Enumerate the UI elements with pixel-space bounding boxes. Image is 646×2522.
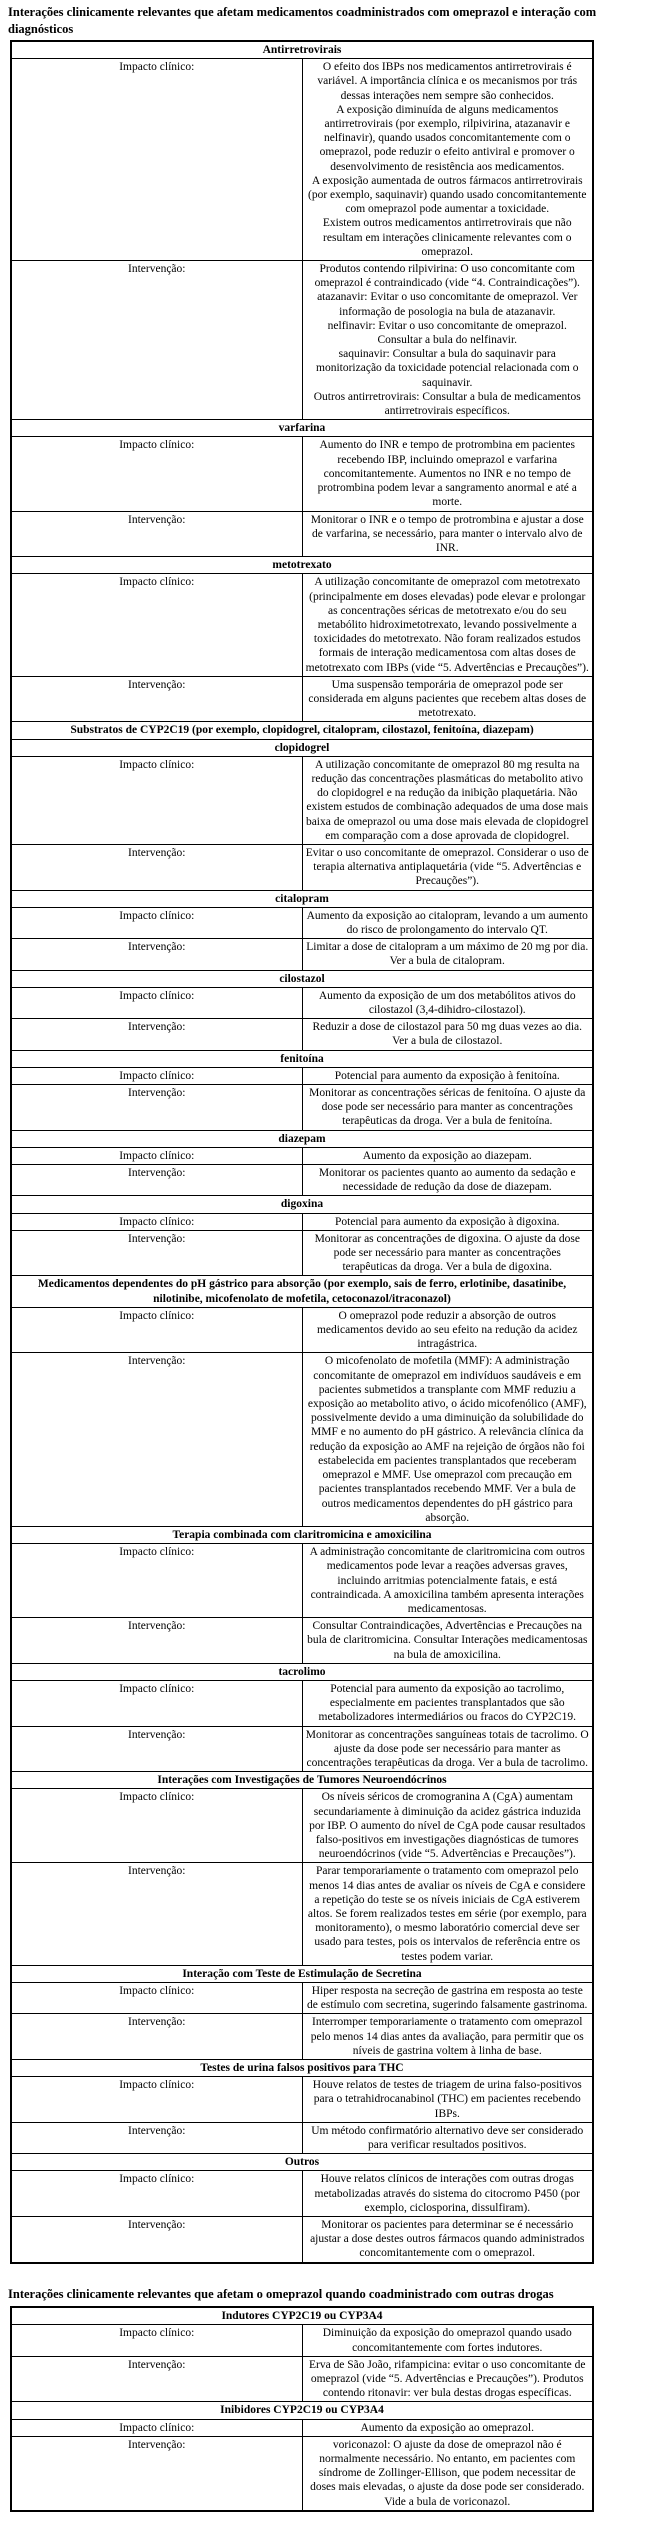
paragraph: Limitar a dose de citalopram a um máximo de 20 mg por dia. Ver a bula de citalopram. <box>306 941 589 968</box>
interactions-affecting-coadministered-drugs <box>10 40 594 2264</box>
row-content <box>302 1067 593 1084</box>
row-label: Impacto clínico: <box>11 437 302 511</box>
interactions-affecting-omeprazole <box>10 2306 594 2512</box>
paragraph: Aumento da exposição de um dos metabólitos ativos do cilostazol (3,4-dihidro-cilostazol). <box>318 989 576 1016</box>
table-row <box>11 2419 593 2436</box>
row-content <box>302 756 593 844</box>
table-row <box>11 1067 593 1084</box>
section-header-row <box>11 2154 593 2171</box>
paragraph: Monitorar os pacientes para determinar se é necessário ajustar a dose destes outros fármacos quando administrados concomitantemente com o omeprazol. <box>310 2219 585 2260</box>
table-row <box>11 261 593 420</box>
row-label: Impacto clínico: <box>11 59 302 261</box>
row-content <box>302 511 593 557</box>
paragraph: Os níveis séricos de cromogranina A (CgA) aumentam secundariamente à diminuição da acidez gástrica induzida por IBP. O aumento do nível de CgA pode causar resultados falso-positivos em investigações diagnósticas de tumores neuroendócrinos (vide “5. Advertências e Precauções”). <box>309 1791 586 1861</box>
paragraph: A utilização concomitante de omeprazol com metotrexato (principalmente em doses elevadas) pode elevar e prolongar as concentrações séricas de metotrexato e/ou do seu metabólito hidroximetotrexato, levando possivelmente a toxicidades do metotrexato. Não foram realizados estudos formais de interação medicamentosa com altas doses de metotrexato com IBPs (vide “5. Advertências e Precauções”). <box>305 576 589 674</box>
section-header: digoxina <box>11 1196 593 1213</box>
row-content <box>302 1165 593 1196</box>
section-header: clopidogrel <box>11 739 593 756</box>
table-row <box>11 1983 593 2014</box>
row-label: Impacto clínico: <box>11 1544 302 1618</box>
section-header-row <box>11 1663 593 1680</box>
table-row <box>11 1726 593 1772</box>
table-row <box>11 511 593 557</box>
row-content <box>302 2217 593 2263</box>
paragraph: Monitorar as concentrações de digoxina. O ajuste da dose pode ser necessário para manter as concentrações terapêuticas da droga. Ver a bula de digoxina. <box>314 1232 580 1274</box>
table-row <box>11 2325 593 2356</box>
row-content <box>302 1618 593 1664</box>
paragraph: Uma suspensão temporária de omeprazol pode ser considerada em alguns pacientes que recebem altas doses de metotrexato. <box>308 678 587 720</box>
paragraph: Consultar Contraindicações, Advertências e Precauções na bula de claritromicina. Consultar Interações medicamentosas na bula de amoxicilina. <box>307 1620 588 1661</box>
paragraph: Interromper temporariamente o tratamento com omeprazol pelo menos 14 dias antes da avaliação, para permitir que os níveis de gastrina voltem à linha de base. <box>310 2016 584 2057</box>
row-label: Intervenção: <box>11 2436 302 2511</box>
row-label: Impacto clínico: <box>11 2171 302 2217</box>
row-content <box>302 2171 593 2217</box>
table-row <box>11 1789 593 1863</box>
row-content <box>302 1863 593 1965</box>
paragraph: Existem outros medicamentos antirretrovirais que não resultam em interações clinicamente relevantes com o omeprazol. <box>322 217 572 258</box>
paragraph: Monitorar o INR e o tempo de protrombina e ajustar a dose de varfarina, se necessário, para manter o intervalo alvo de INR. <box>310 513 584 554</box>
table-row <box>11 1230 593 1276</box>
row-label: Impacto clínico: <box>11 907 302 938</box>
row-content <box>302 1307 593 1353</box>
paragraph: Hiper resposta na secreção de gastrina em resposta ao teste de estímulo com secretina, sugerindo falsamente gastrinoma. <box>307 1985 588 2012</box>
table-row <box>11 437 593 511</box>
row-content <box>302 59 593 261</box>
section-header: citalopram <box>11 890 593 907</box>
section-header: Interações com Investigações de Tumores Neuroendócrinos <box>11 1772 593 1789</box>
paragraph: Reduzir a dose de cilostazol para 50 mg duas vezes ao dia. Ver a bula de cilostazol. <box>312 1021 582 1048</box>
section-header-row <box>11 2402 593 2419</box>
row-label: Impacto clínico: <box>11 1147 302 1164</box>
row-label: Intervenção: <box>11 2122 302 2153</box>
table-row <box>11 2171 593 2217</box>
row-label: Impacto clínico: <box>11 756 302 844</box>
row-content <box>302 1230 593 1276</box>
row-label: Impacto clínico: <box>11 1983 302 2014</box>
section-header: varfarina <box>11 420 593 437</box>
table-row <box>11 1544 593 1618</box>
section-header-row <box>11 1196 593 1213</box>
section-header-row <box>11 739 593 756</box>
table-row <box>11 2077 593 2123</box>
paragraph: saquinavir: Consultar a bula do saquinavir para monitorização da toxicidade potencial relacionada com o saquinavir. <box>316 348 579 389</box>
table-coadministered-container <box>8 40 638 2264</box>
table-row <box>11 1863 593 1965</box>
row-content <box>302 987 593 1018</box>
row-label: Impacto clínico: <box>11 1213 302 1230</box>
row-content <box>302 2325 593 2356</box>
section-header-row <box>11 722 593 739</box>
paragraph: A administração concomitante de claritromicina com outros medicamentos pode levar a reações adversas graves, incluindo arritmias potencialmente fatais, e está contraindicada. A amoxicilina também apresenta interações medicamentosas. <box>309 1546 585 1615</box>
row-content <box>302 676 593 722</box>
table-row <box>11 844 593 890</box>
section-header-row <box>11 2307 593 2325</box>
section-header: fenitoína <box>11 1050 593 1067</box>
row-label: Intervenção: <box>11 1863 302 1965</box>
paragraph: Evitar o uso concomitante de omeprazol. Considerar o uso de terapia alternativa antiplaquetária (vide “5. Advertências e Precauções”). <box>305 846 589 888</box>
row-label: Intervenção: <box>11 2217 302 2263</box>
paragraph: Potencial para aumento da exposição ao tacrolimo, especialmente em pacientes transplantados que são metabolizadores intermediários ou fracos do CYP2C19. <box>318 1682 576 1724</box>
section-header: Indutores CYP2C19 ou CYP3A4 <box>11 2307 593 2325</box>
table-row <box>11 2122 593 2153</box>
section-header: cilostazol <box>11 970 593 987</box>
paragraph: Aumento da exposição ao citalopram, levando a um aumento do risco de prolongamento do intervalo QT. <box>306 909 588 936</box>
paragraph: Parar temporariamente o tratamento com omeprazol pelo menos 14 dias antes de avaliar os níveis de CgA e considere a repetição do teste se os níveis iniciais de CgA estiverem altos. Se forem realizados testes em série (por exemplo, para monitoramento), o mesmo laboratório comercial deve ser usado para testes, pois os intervalos de referência entre os testes podem variar. <box>307 1865 587 1963</box>
table-omeprazole-container <box>8 2306 638 2512</box>
row-content <box>302 1353 593 1526</box>
row-content <box>302 939 593 970</box>
row-label: Intervenção: <box>11 1353 302 1526</box>
section-header: Outros <box>11 2154 593 2171</box>
paragraph: A utilização concomitante de omeprazol 80 mg resulta na redução das concentrações plasmáticas do metabolito ativo do clopidogrel e na redução da inibição plaquetária. Não existem estudos de combinação adequados de uma dose mais baixa de omeprazol ou uma dose mais elevada de clopidogrel em comparação com a dose aprovada de clopidogrel. <box>305 758 589 842</box>
row-label: Intervenção: <box>11 511 302 557</box>
row-content <box>302 1726 593 1772</box>
paragraph: nelfinavir: Evitar o uso concomitante de omeprazol. <box>327 319 567 332</box>
paragraph: O micofenolato de mofetila (MMF): A administração concomitante de omeprazol em indivíduos saudáveis e em pacientes submetidos a transplante com MMF reduziu a exposição ao metabolito ativo, o ácido micofenólico (AMF), possivelmente devido a uma diminuição da solubilidade do MMF e no aumento do pH gástrico. A relevância clínica da redução da exposição ao AMF na rejeição de órgãos não foi estabelecida em pacientes transplantados que receberam omeprazol e MMF. Use omeprazol com precaução em pacientes transplantados recebendo MMF. Ver a bula de outros medicamentos dependentes do pH gástrico para absorção. <box>307 1355 587 1524</box>
row-content <box>302 2077 593 2123</box>
section-header: diazepam <box>11 1130 593 1147</box>
section-header: Testes de urina falsos positivos para THC <box>11 2060 593 2077</box>
section-header: Terapia combinada com claritromicina e amoxicilina <box>11 1526 593 1543</box>
row-content <box>302 2122 593 2153</box>
paragraph: Um método confirmatório alternativo deve ser considerado para verificar resultados positivos. <box>311 2124 584 2152</box>
table-row <box>11 907 593 938</box>
row-label: Impacto clínico: <box>11 1789 302 1863</box>
row-label: Impacto clínico: <box>11 1067 302 1084</box>
section-header-row <box>11 557 593 574</box>
section-header-row <box>11 1772 593 1789</box>
row-label: Intervenção: <box>11 844 302 890</box>
row-content <box>302 2436 593 2511</box>
row-content <box>302 2356 593 2402</box>
table-row <box>11 676 593 722</box>
paragraph: Outros antirretrovirais: Consultar a bula de medicamentos antirretrovirais específicos. <box>313 390 581 418</box>
paragraph: atazanavir: Evitar o uso concomitante de omeprazol. Ver informação de posologia na bula de atazanavir. <box>317 291 578 318</box>
paragraph: Erva de São João, rifampicina: evitar o uso concomitante de omeprazol (vide “5. Advertências e Precauções”). Produtos contendo ritonavir: ver bula destas drogas específicas. <box>308 2358 586 2400</box>
table-row <box>11 2436 593 2511</box>
row-content <box>302 1680 593 1726</box>
paragraph: Houve relatos clínicos de interações com outras drogas metabolizadas através do sistema do citocromo P450 (por exemplo, ciclosporina, dissulfiram). <box>314 2173 580 2214</box>
paragraph: Potencial para aumento da exposição à digoxina. <box>335 1215 560 1228</box>
table-row <box>11 59 593 261</box>
row-content <box>302 907 593 938</box>
paragraph: Monitorar as concentrações séricas de fenitoína. O ajuste da dose pode ser necessário para manter as concentrações terapêuticas da droga. Ver a bula de fenitoína. <box>309 1087 586 1128</box>
table-row <box>11 1085 593 1131</box>
row-label: Impacto clínico: <box>11 2325 302 2356</box>
section-header-row <box>11 890 593 907</box>
row-content <box>302 2014 593 2060</box>
section-header-row <box>11 41 593 59</box>
paragraph: Potencial para aumento da exposição à fenitoína. <box>334 1069 560 1082</box>
row-content <box>302 1544 593 1618</box>
row-content <box>302 1983 593 2014</box>
paragraph: Aumento da exposição ao diazepam. <box>362 1149 532 1162</box>
paragraph: Diminuição da exposição do omeprazol quando usado concomitantemente com fortes indutores. <box>322 2327 572 2354</box>
paragraph: Consultar a bula do nelfinavir. <box>377 334 518 347</box>
row-content <box>302 1019 593 1050</box>
row-label: Intervenção: <box>11 261 302 420</box>
table-row <box>11 1618 593 1664</box>
table-row <box>11 1165 593 1196</box>
paragraph: Aumento do INR e tempo de protrombina em pacientes recebendo IBP, incluindo omeprazol e varfarina concomitantemente. Aumentos no INR e no tempo de protrombina podem levar a sangramento anormal e até a morte. <box>317 439 577 509</box>
row-label: Intervenção: <box>11 939 302 970</box>
table-row <box>11 2217 593 2263</box>
section-header: Medicamentos dependentes do pH gástrico para absorção (por exemplo, sais de ferro, erlotinibe, dasatinibe, nilotinibe, micofenolato de mofetila, cetoconazol/itraconazol) <box>11 1276 593 1307</box>
row-label: Intervenção: <box>11 1165 302 1196</box>
row-content <box>302 574 593 676</box>
row-label: Intervenção: <box>11 1618 302 1664</box>
row-content <box>302 261 593 420</box>
row-content <box>302 1789 593 1863</box>
table-row <box>11 1353 593 1526</box>
row-content <box>302 2419 593 2436</box>
table-row <box>11 1147 593 1164</box>
row-content <box>302 1085 593 1131</box>
paragraph: Produtos contendo rilpivirina: O uso concomitante com omeprazol é contraindicado (vide “4. Contraindicações”). <box>314 263 580 290</box>
paragraph: O omeprazol pode reduzir a absorção de outros medicamentos devido ao seu efeito na redução da acidez intragástrica. <box>316 1309 578 1351</box>
table-row <box>11 756 593 844</box>
row-label: Intervenção: <box>11 676 302 722</box>
row-label: Impacto clínico: <box>11 2077 302 2123</box>
document-title-omeprazole: Interações clinicamente relevantes que afetam o omeprazol quando coadministrado com outras drogas <box>8 2286 554 2301</box>
section-header-row <box>11 1965 593 1982</box>
table-row <box>11 1213 593 1230</box>
table-row <box>11 987 593 1018</box>
paragraph: O efeito dos IBPs nos medicamentos antirretrovirais é variável. A importância clínica e os mecanismos por trás dessas interações nem sempre são conhecidos. <box>317 61 578 102</box>
table-row <box>11 1307 593 1353</box>
paragraph: voriconazol: O ajuste da dose de omeprazol não é normalmente necessário. No entanto, em pacientes com síndrome de Zollinger-Ellison, que podem necessitar de doses mais elevadas, o ajuste da dose pode ser considerado. Vide a bula de voriconazol. <box>310 2438 585 2508</box>
paragraph: Monitorar os pacientes quanto ao aumento da sedação e necessidade de redução da dose de diazepam. <box>318 1167 576 1194</box>
section-header-row <box>11 970 593 987</box>
section-header-row <box>11 1050 593 1067</box>
row-label: Intervenção: <box>11 1726 302 1772</box>
section-header: Substratos de CYP2C19 (por exemplo, clopidogrel, citalopram, cilostazol, fenitoína, diazepam) <box>11 722 593 739</box>
table-row <box>11 2014 593 2060</box>
row-label: Impacto clínico: <box>11 1307 302 1353</box>
section-header: Inibidores CYP2C19 ou CYP3A4 <box>11 2402 593 2419</box>
paragraph: Aumento da exposição ao omeprazol. <box>360 2421 534 2434</box>
row-label: Intervenção: <box>11 2014 302 2060</box>
row-label: Impacto clínico: <box>11 1680 302 1726</box>
table-row <box>11 574 593 676</box>
section-header: metotrexato <box>11 557 593 574</box>
section-header-row <box>11 1130 593 1147</box>
paragraph: A exposição diminuída de alguns medicamentos antirretrovirais (por exemplo, rilpivirina, atazanavir e nelfinavir), quando usados concomitantemente com o omeprazol, pode reduzir o efeito antiviral e promover o desenvolvimento de resistência aos medicamentos. <box>319 103 575 173</box>
section-header: Antirretrovirais <box>11 41 593 59</box>
table-row <box>11 2356 593 2402</box>
paragraph: Houve relatos de testes de triagem de urina falso-positivos para o tetrahidrocanabinol (THC) em pacientes recebendo IBPs. <box>312 2079 582 2120</box>
table-row <box>11 1019 593 1050</box>
row-label: Intervenção: <box>11 1230 302 1276</box>
row-label: Intervenção: <box>11 2356 302 2402</box>
row-content <box>302 1147 593 1164</box>
section-header-row <box>11 1526 593 1543</box>
row-label: Impacto clínico: <box>11 987 302 1018</box>
row-label: Intervenção: <box>11 1085 302 1131</box>
document-title-coadministered: Interações clinicamente relevantes que afetam medicamentos coadministrados com omeprazol e interação com diagnósticos <box>8 5 597 36</box>
section-header-row <box>11 420 593 437</box>
row-label: Impacto clínico: <box>11 2419 302 2436</box>
section-header-row <box>11 1276 593 1307</box>
row-label: Impacto clínico: <box>11 574 302 676</box>
row-content <box>302 1213 593 1230</box>
section-header: Interação com Teste de Estimulação de Secretina <box>11 1965 593 1982</box>
section-header-row <box>11 2060 593 2077</box>
table-row <box>11 939 593 970</box>
row-content <box>302 437 593 511</box>
section-header: tacrolimo <box>11 1663 593 1680</box>
paragraph: A exposição aumentada de outros fármacos antirretrovirais (por exemplo, saquinavir) quando usado concomitantemente com omeprazol pode aumentar a toxicidade. <box>308 174 587 216</box>
row-content <box>302 844 593 890</box>
paragraph: Monitorar as concentrações sanguíneas totais de tacrolimo. O ajuste da dose pode ser necessário para manter as concentrações terapêuticas da droga. Ver a bula de tacrolimo. <box>305 1728 589 1769</box>
table-row <box>11 1680 593 1726</box>
row-label: Intervenção: <box>11 1019 302 1050</box>
